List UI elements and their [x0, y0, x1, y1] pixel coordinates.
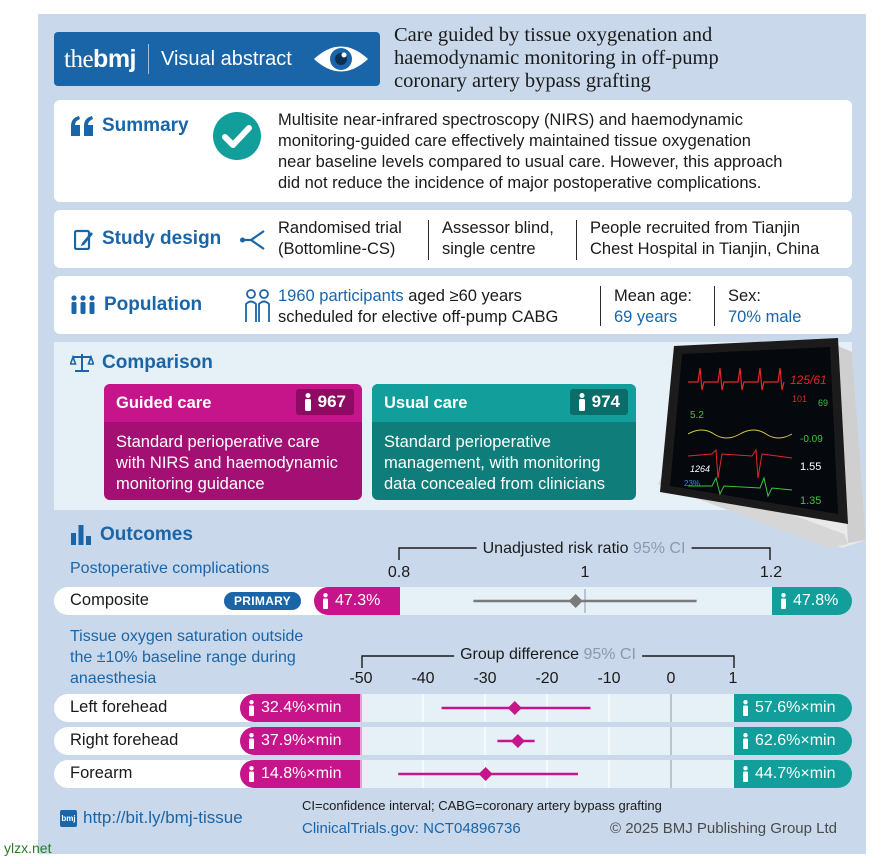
monitor-readout-b: 1264 — [690, 464, 711, 474]
usual-care-count: 974 — [570, 389, 628, 415]
monitor-readout-d: 1.55 — [800, 461, 822, 473]
mean-age: Mean age: 69 years — [614, 287, 692, 326]
group-difference-tick-label: -30 — [473, 670, 497, 687]
outcomes-heading: Outcomes — [70, 524, 193, 546]
tissue-row-label: Left forehead — [70, 698, 168, 716]
group-difference-tick-label: -20 — [535, 670, 559, 687]
tissue-estimate-marker — [479, 767, 493, 781]
guided-care-description: Standard perioperative care with NIRS and haemodynamic monitoring guidance — [116, 433, 338, 493]
monitor-readout-hr: 101 — [792, 394, 808, 404]
monitor-readout-e: 1.35 — [800, 495, 822, 507]
visual-abstract-label: Visual abstract — [161, 47, 292, 70]
tissue-guided-value: 37.9%×min — [240, 727, 362, 755]
watermark: ylzx.net — [4, 840, 52, 856]
summary-heading: Summary — [70, 115, 189, 137]
tissue-estimate-marker — [508, 701, 522, 715]
summary-text: Multisite near-infrared spectroscopy (NIRS) and haemodynamic monitoring-guided care effectively maintained tissue oxygenation near baseline levels compared to usual care. However, this approach did not reduce the incidence of major postoperative complications. — [278, 111, 783, 192]
usual-care-description: Standard perioperative management, with monitoring data concealed from clinicians — [384, 433, 606, 493]
tissue-usual-value: 57.6%×min — [734, 694, 852, 722]
design-col-1: Randomised trial (Bottomline-CS) — [278, 219, 402, 258]
group-difference-tick-label: -10 — [597, 670, 621, 687]
population-text: 1960 participants aged ≥60 years scheduled for elective off-pump CABG — [278, 287, 559, 326]
abbreviations: CI=confidence interval; CABG=coronary artery bypass grafting — [302, 798, 662, 813]
usual-care-title: Usual care — [372, 384, 636, 422]
bmj-logo: thebmj — [64, 44, 136, 73]
group-difference-tick-label: -40 — [411, 670, 435, 687]
monitor-readout-a: 5.2 — [690, 410, 704, 421]
risk-ratio-tick-label: 1 — [580, 564, 590, 581]
primary-tag: PRIMARY — [224, 592, 301, 610]
tissue-guided-value: 14.8%×min — [240, 760, 362, 788]
guided-care-count: 967 — [296, 389, 354, 415]
composite-usual-value: 47.8% — [772, 587, 852, 615]
postop-heading: Postoperative complications — [70, 560, 270, 577]
tissue-row-label: Right forehead — [70, 731, 179, 749]
sex-ratio: Sex: 70% male — [728, 287, 802, 326]
composite-label: Composite — [70, 591, 149, 609]
tissue-row-label: Forearm — [70, 764, 133, 782]
design-col-2: Assessor blind, single centre — [442, 219, 554, 258]
tissue-estimate-marker — [511, 734, 525, 748]
tissue-guided-value: 32.4%×min — [240, 694, 362, 722]
design-col-3: People recruited from Tianjin Chest Hospital in Tianjin, China — [590, 219, 820, 258]
tissue-usual-value: 62.6%×min — [734, 727, 852, 755]
comparison-heading: Comparison — [70, 352, 213, 374]
risk-ratio-axis-title: Unadjusted risk ratio 95% CI — [477, 540, 692, 558]
group-difference-tick-label: 0 — [666, 670, 676, 687]
main-title: Care guided by tissue oxygenation and haemodynamic monitoring in off-pump coronary artery bypass grafting — [394, 24, 719, 92]
monitor-readout-f: 23% — [684, 479, 701, 488]
group-difference-tick-label: -50 — [349, 670, 373, 687]
tissue-heading: Tissue oxygen saturation outside the ±10% baseline range during anaesthesia — [70, 628, 304, 687]
group-difference-tick-label: 1 — [728, 670, 738, 687]
bmj-mini-logo: bmj — [60, 810, 77, 827]
article-link[interactable]: bmj http://bit.ly/bmj-tissue — [61, 808, 243, 827]
composite-guided-value: 47.3% — [314, 587, 400, 615]
monitor-readout-bp: 125/61 — [790, 373, 827, 387]
monitor-readout-spo2: 69 — [818, 398, 829, 408]
tissue-usual-value: 44.7%×min — [734, 760, 852, 788]
monitor-readout-c: -0.09 — [800, 434, 823, 445]
group-difference-axis-title: Group difference 95% CI — [454, 646, 642, 664]
trial-registration[interactable]: ClinicalTrials.gov: NCT04896736 — [302, 820, 521, 837]
population-heading: Population — [70, 294, 202, 316]
risk-ratio-tick-label: 0.8 — [387, 564, 411, 581]
risk-ratio-tick-label: 1.2 — [759, 564, 783, 581]
guided-care-title: Guided care — [104, 384, 362, 422]
participants-count: 1960 participants — [278, 287, 404, 305]
copyright: © 2025 BMJ Publishing Group Ltd — [610, 820, 838, 837]
study-design-heading: Study design — [74, 228, 221, 250]
